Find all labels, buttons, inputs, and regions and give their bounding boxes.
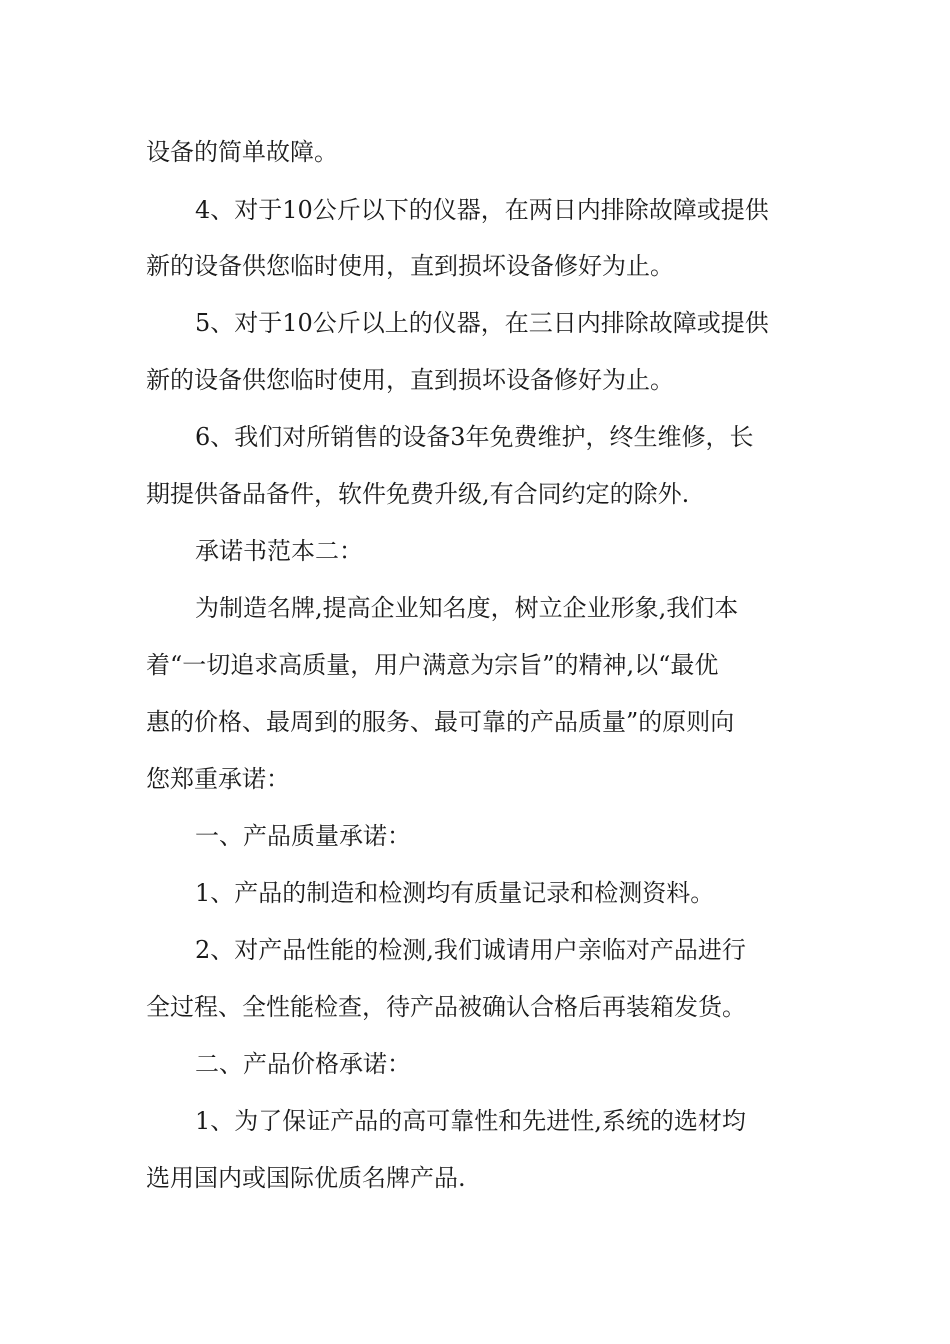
text-line: 1、为了保证产品的高可靠性和先进性,系统的选材均	[195, 1107, 746, 1135]
text-line: 新的设备供您临时使用，直到损坏设备修好为止。	[146, 366, 674, 394]
text-line: 着“一切追求高质量，用户满意为宗旨”的精神,以“最优	[146, 651, 719, 679]
text-line: 2、对产品性能的检测,我们诚请用户亲临对产品进行	[195, 936, 746, 964]
section-heading: 一、产品质量承诺：	[195, 822, 411, 850]
text-line: 5、对于10公斤以上的仪器，在三日内排除故障或提供	[195, 309, 769, 337]
text-line: 全过程、全性能检查，待产品被确认合格后再装箱发货。	[146, 993, 746, 1021]
text-line: 6、我们对所销售的设备3年免费维护，终生维修，长	[195, 423, 754, 451]
text-line: 4、对于10公斤以下的仪器，在两日内排除故障或提供	[195, 196, 769, 224]
text-line: 新的设备供您临时使用，直到损坏设备修好为止。	[146, 252, 674, 280]
text-line: 为制造名牌,提高企业知名度，树立企业形象,我们本	[195, 594, 739, 622]
text-line: 惠的价格、最周到的服务、最可靠的产品质量”的原则向	[146, 708, 735, 736]
text-line: 您郑重承诺：	[146, 765, 290, 793]
text-line: 期提供备品备件，软件免费升级,有合同约定的除外.	[146, 480, 690, 508]
text-line: 设备的简单故障。	[146, 138, 338, 166]
text-line: 选用国内或国际优质名牌产品.	[146, 1164, 466, 1192]
section-heading: 二、产品价格承诺：	[195, 1050, 411, 1078]
text-line: 1、产品的制造和检测均有质量记录和检测资料。	[195, 879, 715, 907]
section-heading: 承诺书范本二：	[195, 537, 363, 565]
